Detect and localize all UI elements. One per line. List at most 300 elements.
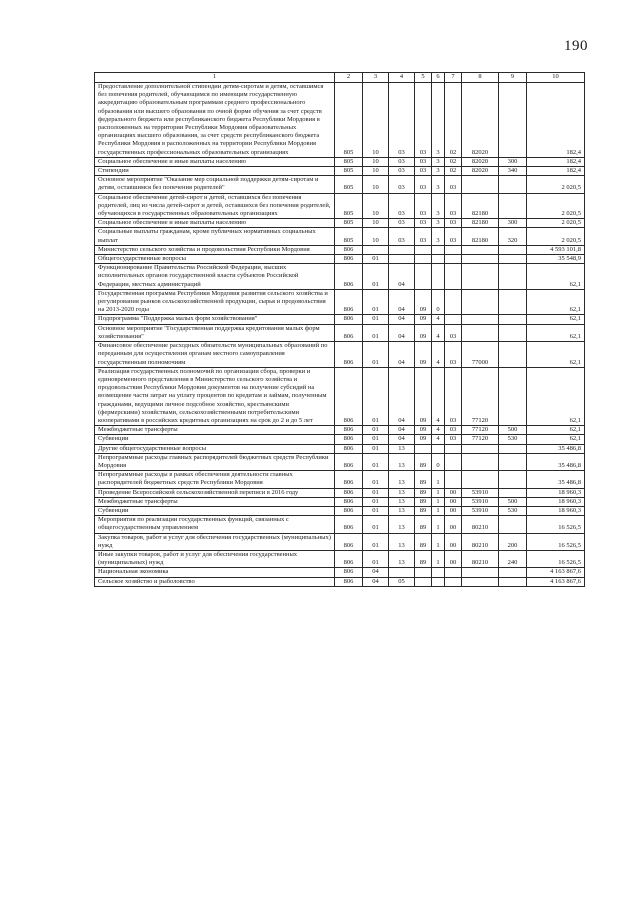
row-code-cell: [389, 568, 415, 577]
row-sum-cell: 4 593 101,8: [527, 245, 585, 254]
row-code-cell: [432, 577, 445, 586]
row-code-cell: [462, 577, 499, 586]
row-name-cell: Социальное обеспечение и иные выплаты населению: [95, 157, 335, 166]
header-cell: 8: [462, 73, 499, 83]
row-code-cell: 806: [335, 568, 363, 577]
row-code-cell: [445, 471, 462, 488]
row-code-cell: 806: [335, 444, 363, 453]
row-code-cell: 04: [389, 264, 415, 290]
row-sum-cell: 18 960,3: [527, 506, 585, 515]
row-code-cell: 3: [432, 176, 445, 193]
table-body: [95, 83, 585, 587]
row-code-cell: 09: [415, 315, 432, 324]
header-cell: 7: [445, 73, 462, 83]
row-code-cell: 89: [415, 488, 432, 497]
row-code-cell: 09: [415, 435, 432, 444]
row-code-cell: [445, 245, 462, 254]
table-row: [95, 264, 585, 290]
row-code-cell: 10: [363, 228, 389, 245]
row-name-cell: Сельское хозяйство и рыболовство: [95, 577, 335, 586]
row-name-cell: Другие общегосударственные вопросы: [95, 444, 335, 453]
row-name-cell: Мероприятия по реализации государственных функций, связанных с общегосударственным управлением: [95, 516, 335, 533]
row-code-cell: 1: [432, 471, 445, 488]
row-code-cell: 09: [415, 289, 432, 315]
row-code-cell: 01: [363, 550, 389, 567]
table-row: [95, 516, 585, 533]
row-code-cell: 1: [432, 516, 445, 533]
row-code-cell: 09: [415, 342, 432, 368]
row-code-cell: [462, 453, 499, 470]
row-code-cell: 320: [499, 228, 527, 245]
row-code-cell: 4: [432, 315, 445, 324]
table-row: [95, 488, 585, 497]
row-code-cell: 0: [432, 453, 445, 470]
row-code-cell: 89: [415, 516, 432, 533]
row-code-cell: [462, 324, 499, 341]
row-code-cell: 806: [335, 488, 363, 497]
row-code-cell: [462, 245, 499, 254]
row-code-cell: 806: [335, 367, 363, 425]
table-row: [95, 577, 585, 586]
table-row: [95, 245, 585, 254]
row-code-cell: 806: [335, 315, 363, 324]
row-code-cell: [389, 255, 415, 264]
row-code-cell: [415, 264, 432, 290]
row-code-cell: 300: [499, 157, 527, 166]
row-code-cell: 82020: [462, 167, 499, 176]
row-code-cell: 04: [389, 342, 415, 368]
row-code-cell: 3: [432, 228, 445, 245]
row-code-cell: 03: [389, 167, 415, 176]
row-code-cell: 01: [363, 255, 389, 264]
row-name-cell: Предоставление дополнительной стипендии детям-сиротам и детям, оставшимся без попечения родителей, обучающимся по имеющим государственную аккредитацию образовательным программам среднего профессионального образования или высшего образования по очной форме обучения за счет средств федерального бюджета или республиканского бюджета Республики Мордовия в расположенных на территории Республики Мордовия образовательных организациях высшего образования, за счет средств республиканского бюджета Республики Мордовия в расположенных на территории Республики Мордовия государственных профессиональных образовательных организациях: [95, 83, 335, 158]
row-code-cell: 01: [363, 324, 389, 341]
row-sum-cell: 4 163 867,6: [527, 568, 585, 577]
row-code-cell: 1: [432, 550, 445, 567]
row-code-cell: 09: [415, 324, 432, 341]
row-code-cell: [432, 444, 445, 453]
row-code-cell: 89: [415, 497, 432, 506]
row-name-cell: Иные закупки товаров, работ и услуг для обеспечения государственных (муниципальных) нужд: [95, 550, 335, 567]
row-code-cell: [499, 176, 527, 193]
row-code-cell: 03: [445, 193, 462, 219]
row-code-cell: [499, 193, 527, 219]
row-name-cell: Национальная экономика: [95, 568, 335, 577]
row-name-cell: Субвенции: [95, 506, 335, 515]
header-cell: 1: [95, 73, 335, 83]
row-sum-cell: 182,4: [527, 83, 585, 158]
row-code-cell: [499, 577, 527, 586]
row-code-cell: 806: [335, 324, 363, 341]
header-cell: 9: [499, 73, 527, 83]
row-code-cell: 3: [432, 193, 445, 219]
row-code-cell: 13: [389, 550, 415, 567]
row-name-cell: Межбюджетные трансферты: [95, 426, 335, 435]
row-code-cell: 82180: [462, 193, 499, 219]
row-code-cell: [499, 367, 527, 425]
header-cell: 6: [432, 73, 445, 83]
row-code-cell: 806: [335, 453, 363, 470]
row-code-cell: 03: [445, 176, 462, 193]
row-code-cell: [445, 444, 462, 453]
row-code-cell: 4: [432, 342, 445, 368]
row-code-cell: [462, 444, 499, 453]
page-number: 190: [564, 38, 588, 54]
row-name-cell: Министерство сельского хозяйства и продовольствия Республики Мордовия: [95, 245, 335, 254]
row-code-cell: 00: [445, 497, 462, 506]
row-code-cell: 13: [389, 516, 415, 533]
table-row: [95, 167, 585, 176]
row-code-cell: [499, 324, 527, 341]
row-code-cell: 1: [432, 506, 445, 515]
row-sum-cell: 62,1: [527, 342, 585, 368]
row-code-cell: 77120: [462, 435, 499, 444]
row-sum-cell: 16 526,5: [527, 516, 585, 533]
row-code-cell: 04: [389, 289, 415, 315]
row-code-cell: 09: [415, 367, 432, 425]
row-code-cell: 3: [432, 83, 445, 158]
row-code-cell: 0: [432, 289, 445, 315]
row-code-cell: 530: [499, 506, 527, 515]
row-code-cell: 02: [445, 157, 462, 166]
row-code-cell: 4: [432, 367, 445, 425]
row-code-cell: 89: [415, 506, 432, 515]
row-code-cell: [432, 245, 445, 254]
row-code-cell: 806: [335, 497, 363, 506]
row-name-cell: Непрограммные расходы главных распорядителей бюджетных средств Республики Мордовия: [95, 453, 335, 470]
row-code-cell: 03: [445, 342, 462, 368]
row-name-cell: Реализация государственных полномочий по организации сбора, проверки и единовременного представления в Министерство сельского хозяйства и продовольствия Республики Мордовия документов на получение субсидий на возмещение части затрат на уплату процентов по кредитам и займам, полученным гражданами, ведущими личное подсобное хозяйство, крестьянскими (фермерскими) хозяйствами, сельскохозяйственными потребительскими кооперативами в российских кредитных организациях на срок до 2 и до 5 лет: [95, 367, 335, 425]
row-code-cell: 300: [499, 219, 527, 228]
table-row: [95, 435, 585, 444]
row-code-cell: 500: [499, 426, 527, 435]
row-code-cell: 10: [363, 193, 389, 219]
table-row: [95, 315, 585, 324]
row-code-cell: 01: [363, 435, 389, 444]
table-row: [95, 426, 585, 435]
row-code-cell: [462, 255, 499, 264]
row-code-cell: 89: [415, 471, 432, 488]
row-code-cell: [462, 471, 499, 488]
row-code-cell: 13: [389, 497, 415, 506]
row-code-cell: [445, 577, 462, 586]
row-code-cell: [499, 516, 527, 533]
row-code-cell: 01: [363, 342, 389, 368]
row-code-cell: [499, 264, 527, 290]
row-code-cell: [499, 444, 527, 453]
table-row: [95, 444, 585, 453]
row-sum-cell: 16 526,5: [527, 550, 585, 567]
table-row: [95, 193, 585, 219]
row-code-cell: 01: [363, 315, 389, 324]
row-name-cell: Субвенции: [95, 435, 335, 444]
row-code-cell: 01: [363, 471, 389, 488]
row-code-cell: [432, 568, 445, 577]
row-code-cell: [432, 264, 445, 290]
row-code-cell: 77000: [462, 342, 499, 368]
row-sum-cell: 35 486,8: [527, 471, 585, 488]
row-code-cell: 200: [499, 533, 527, 550]
row-code-cell: [363, 245, 389, 254]
row-code-cell: [415, 568, 432, 577]
row-code-cell: 80210: [462, 516, 499, 533]
row-sum-cell: 62,1: [527, 426, 585, 435]
row-code-cell: 03: [389, 193, 415, 219]
row-code-cell: 806: [335, 289, 363, 315]
row-code-cell: 03: [389, 157, 415, 166]
row-code-cell: [445, 264, 462, 290]
row-code-cell: 09: [415, 426, 432, 435]
row-code-cell: [445, 255, 462, 264]
row-code-cell: 04: [389, 435, 415, 444]
row-sum-cell: 18 960,3: [527, 497, 585, 506]
row-sum-cell: 182,4: [527, 157, 585, 166]
row-code-cell: 04: [389, 426, 415, 435]
row-code-cell: 4: [432, 324, 445, 341]
row-name-cell: Государственная программа Республики Мордовия развития сельского хозяйства и регулирования рынков сельскохозяйственной продукции, сырья и продовольствия на 2013-2020 годы: [95, 289, 335, 315]
row-code-cell: 03: [415, 83, 432, 158]
row-name-cell: Непрограммные расходы в рамках обеспечения деятельности главных распорядителей бюджетных средств Республики Мордовия: [95, 471, 335, 488]
row-code-cell: 1: [432, 533, 445, 550]
row-code-cell: [389, 245, 415, 254]
row-code-cell: 3: [432, 167, 445, 176]
row-code-cell: [415, 255, 432, 264]
row-code-cell: [445, 315, 462, 324]
row-code-cell: 53910: [462, 506, 499, 515]
row-code-cell: 13: [389, 453, 415, 470]
row-code-cell: 806: [335, 245, 363, 254]
row-code-cell: 04: [363, 577, 389, 586]
row-sum-cell: 35 486,8: [527, 453, 585, 470]
row-code-cell: 806: [335, 471, 363, 488]
row-code-cell: 806: [335, 264, 363, 290]
row-code-cell: 1: [432, 497, 445, 506]
row-code-cell: 02: [445, 167, 462, 176]
row-code-cell: 77120: [462, 426, 499, 435]
row-code-cell: [445, 453, 462, 470]
row-name-cell: Общегосударственные вопросы: [95, 255, 335, 264]
row-code-cell: 805: [335, 228, 363, 245]
row-code-cell: [432, 255, 445, 264]
row-code-cell: 80210: [462, 550, 499, 567]
row-code-cell: 03: [415, 157, 432, 166]
row-code-cell: 00: [445, 550, 462, 567]
row-code-cell: 805: [335, 157, 363, 166]
row-code-cell: 82180: [462, 228, 499, 245]
row-code-cell: 01: [363, 488, 389, 497]
row-name-cell: Социальное обеспечение детей-сирот и детей, оставшихся без попечения родителей, лиц из числа детей-сирот и детей, оставшихся без попечения родителей, обучающихся в государственных образовательных организациях: [95, 193, 335, 219]
table-row: [95, 83, 585, 158]
row-code-cell: 03: [389, 219, 415, 228]
row-code-cell: 01: [363, 533, 389, 550]
row-sum-cell: 18 960,3: [527, 488, 585, 497]
row-code-cell: 89: [415, 453, 432, 470]
row-code-cell: 04: [389, 367, 415, 425]
row-code-cell: 03: [445, 324, 462, 341]
row-code-cell: [415, 245, 432, 254]
row-code-cell: 03: [445, 426, 462, 435]
row-name-cell: Проведение Всероссийской сельскохозяйственной переписи в 2016 году: [95, 488, 335, 497]
row-code-cell: 806: [335, 516, 363, 533]
table-row: [95, 289, 585, 315]
row-code-cell: 01: [363, 497, 389, 506]
row-code-cell: 13: [389, 488, 415, 497]
row-code-cell: [499, 342, 527, 368]
row-code-cell: 03: [445, 219, 462, 228]
table-row: [95, 471, 585, 488]
row-code-cell: 01: [363, 264, 389, 290]
header-row: [95, 73, 585, 83]
row-name-cell: Основное мероприятие "Государственная поддержка кредитования малых форм хозяйствования": [95, 324, 335, 341]
row-code-cell: 13: [389, 471, 415, 488]
row-code-cell: 03: [389, 228, 415, 245]
row-code-cell: 805: [335, 176, 363, 193]
row-code-cell: 00: [445, 506, 462, 515]
row-sum-cell: 35 548,9: [527, 255, 585, 264]
row-code-cell: 01: [363, 367, 389, 425]
header-cell: 4: [389, 73, 415, 83]
row-code-cell: 806: [335, 342, 363, 368]
table-row: [95, 324, 585, 341]
row-code-cell: [462, 264, 499, 290]
row-code-cell: 01: [363, 516, 389, 533]
row-code-cell: 80210: [462, 533, 499, 550]
row-code-cell: 806: [335, 426, 363, 435]
row-code-cell: 01: [363, 289, 389, 315]
row-code-cell: 77120: [462, 367, 499, 425]
row-code-cell: [462, 289, 499, 315]
row-sum-cell: 2 020,5: [527, 176, 585, 193]
row-code-cell: [462, 568, 499, 577]
row-code-cell: 500: [499, 497, 527, 506]
table-row: [95, 255, 585, 264]
table-row: [95, 533, 585, 550]
row-sum-cell: 62,1: [527, 367, 585, 425]
row-code-cell: 01: [363, 453, 389, 470]
row-code-cell: 04: [363, 568, 389, 577]
row-code-cell: [499, 568, 527, 577]
row-code-cell: 05: [389, 577, 415, 586]
row-code-cell: 53910: [462, 497, 499, 506]
row-code-cell: [499, 453, 527, 470]
row-code-cell: [445, 568, 462, 577]
row-code-cell: 10: [363, 83, 389, 158]
row-name-cell: Социальное обеспечение и иные выплаты населению: [95, 219, 335, 228]
row-sum-cell: 62,1: [527, 435, 585, 444]
row-code-cell: 806: [335, 506, 363, 515]
row-code-cell: 4: [432, 426, 445, 435]
row-code-cell: [499, 83, 527, 158]
row-code-cell: 805: [335, 219, 363, 228]
row-code-cell: [462, 315, 499, 324]
row-code-cell: [499, 245, 527, 254]
row-code-cell: 03: [415, 176, 432, 193]
table-row: [95, 497, 585, 506]
row-code-cell: 4: [432, 435, 445, 444]
row-code-cell: 03: [445, 367, 462, 425]
table-row: [95, 506, 585, 515]
row-code-cell: 01: [363, 426, 389, 435]
row-name-cell: Социальные выплаты гражданам, кроме публичных нормативных социальных выплат: [95, 228, 335, 245]
table-row: [95, 157, 585, 166]
row-code-cell: [499, 255, 527, 264]
row-code-cell: 3: [432, 157, 445, 166]
row-code-cell: 00: [445, 533, 462, 550]
header-cell: 3: [363, 73, 389, 83]
row-code-cell: 01: [363, 444, 389, 453]
row-code-cell: 1: [432, 488, 445, 497]
row-name-cell: Стипендии: [95, 167, 335, 176]
row-code-cell: 82180: [462, 219, 499, 228]
row-code-cell: 82020: [462, 157, 499, 166]
row-name-cell: Закупка товаров, работ и услуг для обеспечения государственных (муниципальных) нужд: [95, 533, 335, 550]
row-code-cell: 806: [335, 435, 363, 444]
row-code-cell: 10: [363, 167, 389, 176]
row-sum-cell: 182,4: [527, 167, 585, 176]
row-code-cell: 03: [445, 435, 462, 444]
row-code-cell: 03: [415, 193, 432, 219]
row-code-cell: [499, 488, 527, 497]
table-row: [95, 228, 585, 245]
header-cell: 5: [415, 73, 432, 83]
row-code-cell: [499, 315, 527, 324]
budget-table: [94, 72, 585, 587]
row-code-cell: 13: [389, 506, 415, 515]
row-code-cell: 806: [335, 255, 363, 264]
table-row: [95, 342, 585, 368]
row-code-cell: 3: [432, 219, 445, 228]
row-sum-cell: 62,1: [527, 289, 585, 315]
row-code-cell: 805: [335, 83, 363, 158]
header-cell: 2: [335, 73, 363, 83]
row-code-cell: 13: [389, 444, 415, 453]
row-code-cell: 10: [363, 219, 389, 228]
row-code-cell: 805: [335, 193, 363, 219]
row-code-cell: 806: [335, 577, 363, 586]
row-code-cell: 00: [445, 488, 462, 497]
table-row: [95, 176, 585, 193]
row-sum-cell: 62,1: [527, 315, 585, 324]
row-code-cell: 806: [335, 533, 363, 550]
row-sum-cell: 4 163 867,6: [527, 577, 585, 586]
row-name-cell: Подпрограмма "Поддержка малых форм хозяйствования": [95, 315, 335, 324]
row-code-cell: 10: [363, 157, 389, 166]
table-row: [95, 219, 585, 228]
row-code-cell: 00: [445, 516, 462, 533]
row-name-cell: Функционирование Правительства Российской Федерации, высших исполнительных органов государственной власти субъектов Российской Федерации, местных администраций: [95, 264, 335, 290]
row-code-cell: [499, 471, 527, 488]
row-sum-cell: 35 486,8: [527, 444, 585, 453]
row-code-cell: 01: [363, 506, 389, 515]
row-sum-cell: 62,1: [527, 264, 585, 290]
row-code-cell: [415, 577, 432, 586]
row-code-cell: 02: [445, 83, 462, 158]
row-code-cell: 04: [389, 315, 415, 324]
row-code-cell: [462, 176, 499, 193]
header-cell: 10: [527, 73, 585, 83]
row-code-cell: 13: [389, 533, 415, 550]
row-code-cell: 806: [335, 550, 363, 567]
row-code-cell: 03: [415, 167, 432, 176]
table-row: [95, 453, 585, 470]
row-code-cell: 530: [499, 435, 527, 444]
row-code-cell: [499, 289, 527, 315]
table-row: [95, 550, 585, 567]
row-code-cell: 240: [499, 550, 527, 567]
row-sum-cell: 2 020,5: [527, 219, 585, 228]
row-sum-cell: 16 526,5: [527, 533, 585, 550]
row-code-cell: 03: [389, 83, 415, 158]
